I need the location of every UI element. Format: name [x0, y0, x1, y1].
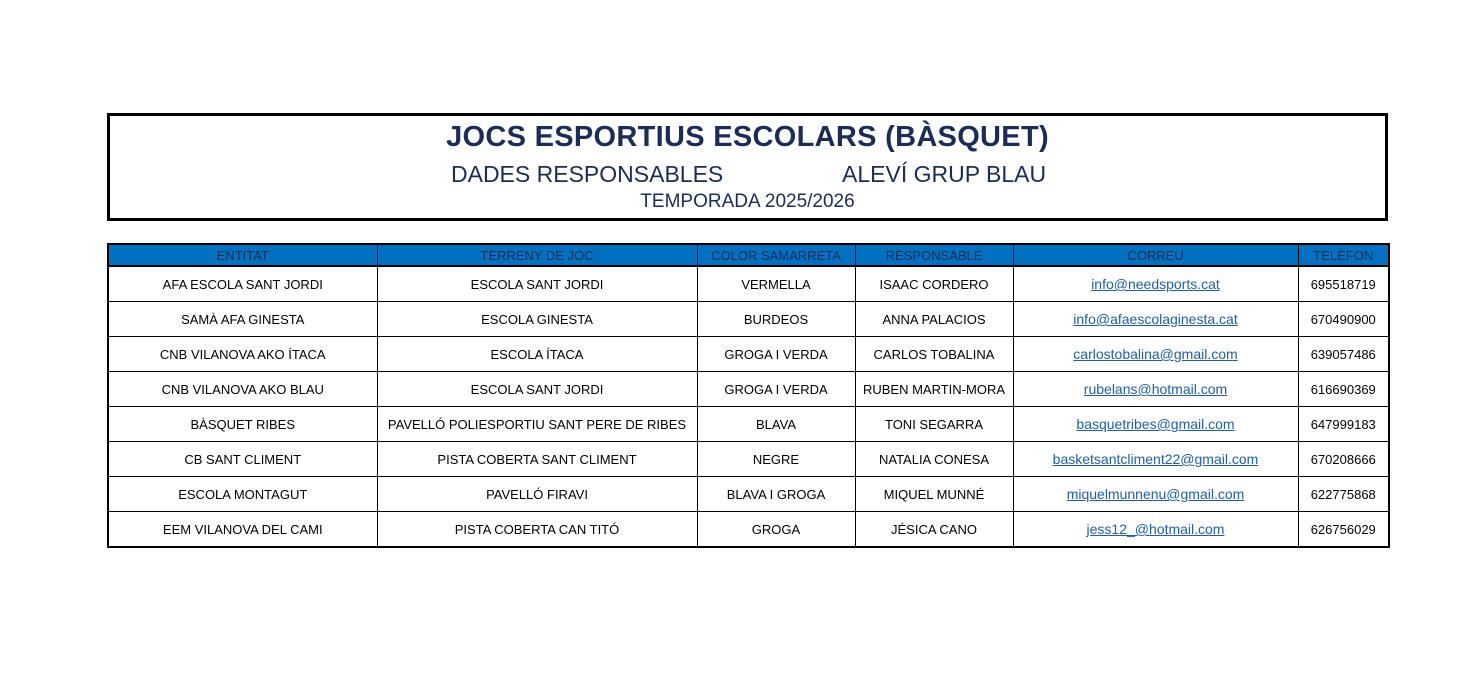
- column-header-terreny: TERRENY DE JOC: [377, 244, 697, 266]
- email-link[interactable]: rubelans@hotmail.com: [1083, 381, 1228, 397]
- cell-correu: [1013, 302, 1298, 337]
- email-link[interactable]: miquelmunnenu@gmail.com: [1066, 486, 1245, 502]
- email-link[interactable]: jess12_@hotmail.com: [1086, 521, 1225, 537]
- cell-telefon: 670208666: [1298, 442, 1389, 477]
- cell-telefon: 622775868: [1298, 477, 1389, 512]
- cell-responsable: RUBEN MARTIN-MORA: [855, 372, 1013, 407]
- cell-responsable: JÉSICA CANO: [855, 512, 1013, 548]
- cell-color: VERMELLA: [697, 266, 855, 302]
- table-row: [108, 512, 1389, 548]
- table-row: [108, 407, 1389, 442]
- cell-correu: [1013, 512, 1298, 548]
- column-header-telefon: TELÈFON: [1298, 244, 1389, 266]
- cell-color: GROGA: [697, 512, 855, 548]
- cell-entitat: AFA ESCOLA SANT JORDI: [108, 266, 377, 302]
- cell-responsable: CARLOS TOBALINA: [855, 337, 1013, 372]
- cell-responsable: NATALIA CONESA: [855, 442, 1013, 477]
- cell-entitat: CNB VILANOVA AKO BLAU: [108, 372, 377, 407]
- cell-correu: [1013, 372, 1298, 407]
- email-link[interactable]: carlostobalina@gmail.com: [1073, 346, 1238, 362]
- cell-color: BLAVA: [697, 407, 855, 442]
- column-header-correu: CORREU: [1013, 244, 1298, 266]
- document-header: [107, 113, 1388, 221]
- cell-terreny: PISTA COBERTA CAN TITÓ: [377, 512, 697, 548]
- cell-responsable: ANNA PALACIOS: [855, 302, 1013, 337]
- contacts-table: [107, 243, 1390, 548]
- table-row: [108, 337, 1389, 372]
- table-row: [108, 266, 1389, 302]
- cell-terreny: ESCOLA ÍTACA: [377, 337, 697, 372]
- cell-terreny: ESCOLA SANT JORDI: [377, 372, 697, 407]
- cell-terreny: PAVELLÓ POLIESPORTIU SANT PERE DE RIBES: [377, 407, 697, 442]
- cell-responsable: ISAAC CORDERO: [855, 266, 1013, 302]
- document-title: JOCS ESPORTIUS ESCOLARS (BÀSQUET): [446, 121, 1049, 153]
- cell-correu: [1013, 337, 1298, 372]
- table-row: [108, 302, 1389, 337]
- cell-telefon: 695518719: [1298, 266, 1389, 302]
- cell-telefon: 626756029: [1298, 512, 1389, 548]
- cell-correu: [1013, 442, 1298, 477]
- cell-correu: [1013, 477, 1298, 512]
- cell-responsable: TONI SEGARRA: [855, 407, 1013, 442]
- cell-entitat: CNB VILANOVA AKO ÍTACA: [108, 337, 377, 372]
- column-header-entitat: ENTITAT: [108, 244, 377, 266]
- email-link[interactable]: basquetribes@gmail.com: [1076, 416, 1235, 432]
- document-subtitle: DADES RESPONSABLES: [451, 161, 724, 187]
- category-label: ALEVÍ GRUP BLAU: [842, 161, 1047, 187]
- table-row: [108, 442, 1389, 477]
- column-header-responsable: RESPONSABLE: [855, 244, 1013, 266]
- cell-correu: [1013, 266, 1298, 302]
- cell-telefon: 670490900: [1298, 302, 1389, 337]
- cell-terreny: PISTA COBERTA SANT CLIMENT: [377, 442, 697, 477]
- cell-terreny: ESCOLA GINESTA: [377, 302, 697, 337]
- table-row: [108, 372, 1389, 407]
- cell-entitat: ESCOLA MONTAGUT: [108, 477, 377, 512]
- cell-color: GROGA I VERDA: [697, 372, 855, 407]
- table-row: [108, 477, 1389, 512]
- column-header-color: COLOR SAMARRETA: [697, 244, 855, 266]
- cell-entitat: EEM VILANOVA DEL CAMI: [108, 512, 377, 548]
- cell-entitat: CB SANT CLIMENT: [108, 442, 377, 477]
- season-label: TEMPORADA 2025/2026: [640, 191, 855, 212]
- cell-terreny: PAVELLÓ FIRAVI: [377, 477, 697, 512]
- cell-color: GROGA I VERDA: [697, 337, 855, 372]
- cell-color: NEGRE: [697, 442, 855, 477]
- cell-entitat: BÀSQUET RIBES: [108, 407, 377, 442]
- cell-color: BURDEOS: [697, 302, 855, 337]
- email-link[interactable]: basketsantcliment22@gmail.com: [1052, 451, 1259, 467]
- email-link[interactable]: info@afaescolaginesta.cat: [1073, 311, 1238, 327]
- cell-telefon: 616690369: [1298, 372, 1389, 407]
- cell-telefon: 647999183: [1298, 407, 1389, 442]
- cell-color: BLAVA I GROGA: [697, 477, 855, 512]
- cell-correu: [1013, 407, 1298, 442]
- table-header-row: [108, 244, 1389, 266]
- cell-entitat: SAMÀ AFA GINESTA: [108, 302, 377, 337]
- cell-telefon: 639057486: [1298, 337, 1389, 372]
- cell-responsable: MIQUEL MUNNÉ: [855, 477, 1013, 512]
- email-link[interactable]: info@needsports.cat: [1091, 276, 1220, 292]
- cell-terreny: ESCOLA SANT JORDI: [377, 266, 697, 302]
